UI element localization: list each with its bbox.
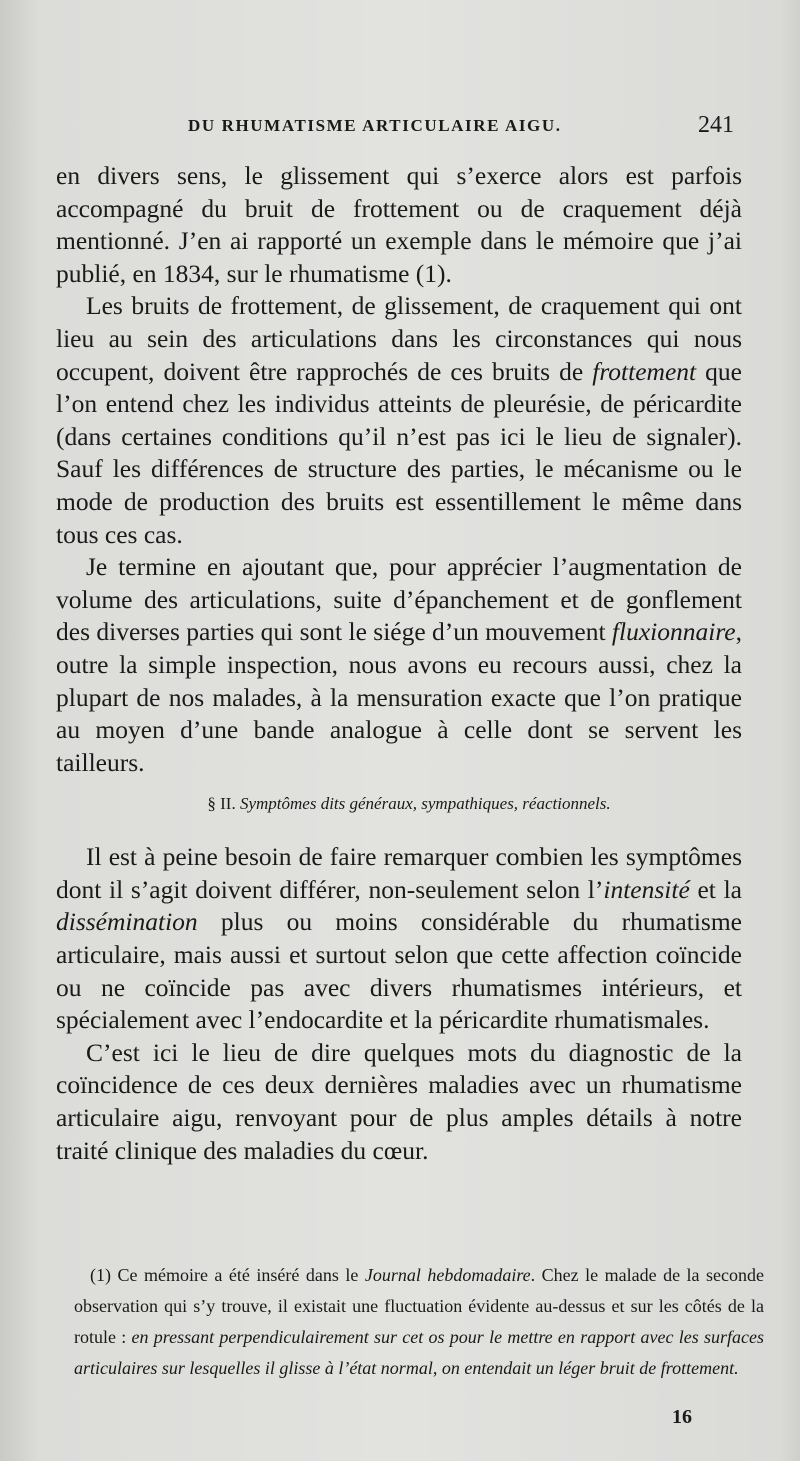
italic-text: en pressant perpendiculairement sur cet os pour le mettre en rapport avec les surfaces articulaires sur lesquelles il glisse à l’état normal bbox=[74, 1327, 764, 1378]
italic-text: dissémination bbox=[56, 907, 198, 937]
italic-text: Journal hebdomadaire bbox=[364, 1265, 531, 1285]
text-run: Il est à peine besoin de faire remarquer combien les symptômes dont il s’agit doivent différer, non-seulement selon l’ bbox=[56, 842, 742, 904]
running-head bbox=[0, 112, 800, 146]
italic-text: fluxionnaire bbox=[611, 617, 736, 647]
italic-text: frottement bbox=[592, 356, 697, 386]
body-text bbox=[56, 160, 742, 1167]
paragraph-continuation bbox=[56, 160, 742, 290]
page-number: 241 bbox=[698, 112, 734, 138]
text-run: C’est ici le lieu de dire quelques mots du diagnostic de la coïncidence de ces deux dernières maladies avec un rhumatisme articulaire aigu, renvoyant pour de plus amples détails à notre traité clinique des maladies du cœur. bbox=[56, 1037, 742, 1165]
text-run: Je termine en ajoutant que, pour apprécier l’augmentation de volume des articulations, suite d’épanchement et de gonflement des diverses parties qui sont le siége d’un mouvement bbox=[56, 552, 742, 647]
text-run: , bbox=[432, 1358, 442, 1378]
paragraph bbox=[56, 551, 742, 779]
footnote bbox=[74, 1260, 764, 1384]
signature-mark: 16 bbox=[672, 1406, 692, 1428]
section-heading bbox=[56, 793, 742, 815]
text-run: et la bbox=[689, 874, 742, 904]
italic-text: intensité bbox=[603, 874, 690, 904]
text-run: (1) Ce mémoire a été inséré dans le bbox=[90, 1265, 365, 1285]
text-run: , outre la simple inspection, nous avons eu recours aussi, chez la plupart de nos malades, à la mensuration exacte que l’on pratique au moyen d’une bande analogue à celle dont se servent les tailleurs. bbox=[56, 617, 742, 777]
italic-text: on entendait un léger bruit de frottement. bbox=[441, 1358, 739, 1378]
text-run: . Chez le malade de la seconde observation qui s’y trouve, il existait une fluctuation évidente au-dessus et sur les côtés de la rotule : bbox=[74, 1265, 765, 1347]
text-run: Les bruits de frottement, de glissement, de craquement qui ont lieu au sein des articulations dans les circonstances qui nous occupent, doivent être rapprochés de ces bruits de bbox=[56, 291, 742, 386]
section-title: Symptômes dits généraux, sympathiques, réactionnels. bbox=[239, 794, 611, 814]
paragraph bbox=[56, 290, 742, 551]
text-run: en divers sens, le glissement qui s’exerce alors est parfois accompagné du bruit de frottement ou de craquement déjà mentionné. J’en ai rapporté un exemple dans le mémoire que j’ai publié, en 1834, sur le rhumatisme (1). bbox=[56, 161, 742, 288]
running-title: DU RHUMATISME ARTICULAIRE AIGU. bbox=[188, 116, 562, 135]
text-run: que l’on entend chez les individus atteints de pleurésie, de péricardite (dans certaines conditions qu’il n’est pas ici le lieu de signaler). Sauf les différences de structure des parties, le mécanisme ou le mode de production des bruits est essentillement le même dans tous ces cas. bbox=[56, 356, 742, 549]
paragraph bbox=[56, 841, 742, 1037]
paragraph bbox=[56, 1037, 742, 1167]
section-number: § II. bbox=[207, 794, 236, 814]
text-run: plus ou moins considérable du rhumatisme articulaire, mais aussi et surtout selon que cette affection coïncide ou ne coïncide pas avec divers rhumatismes intérieurs, et spécialement avec l’endocardite et la péricardite rhumatismales. bbox=[56, 907, 742, 1035]
footnote-text bbox=[74, 1260, 764, 1384]
